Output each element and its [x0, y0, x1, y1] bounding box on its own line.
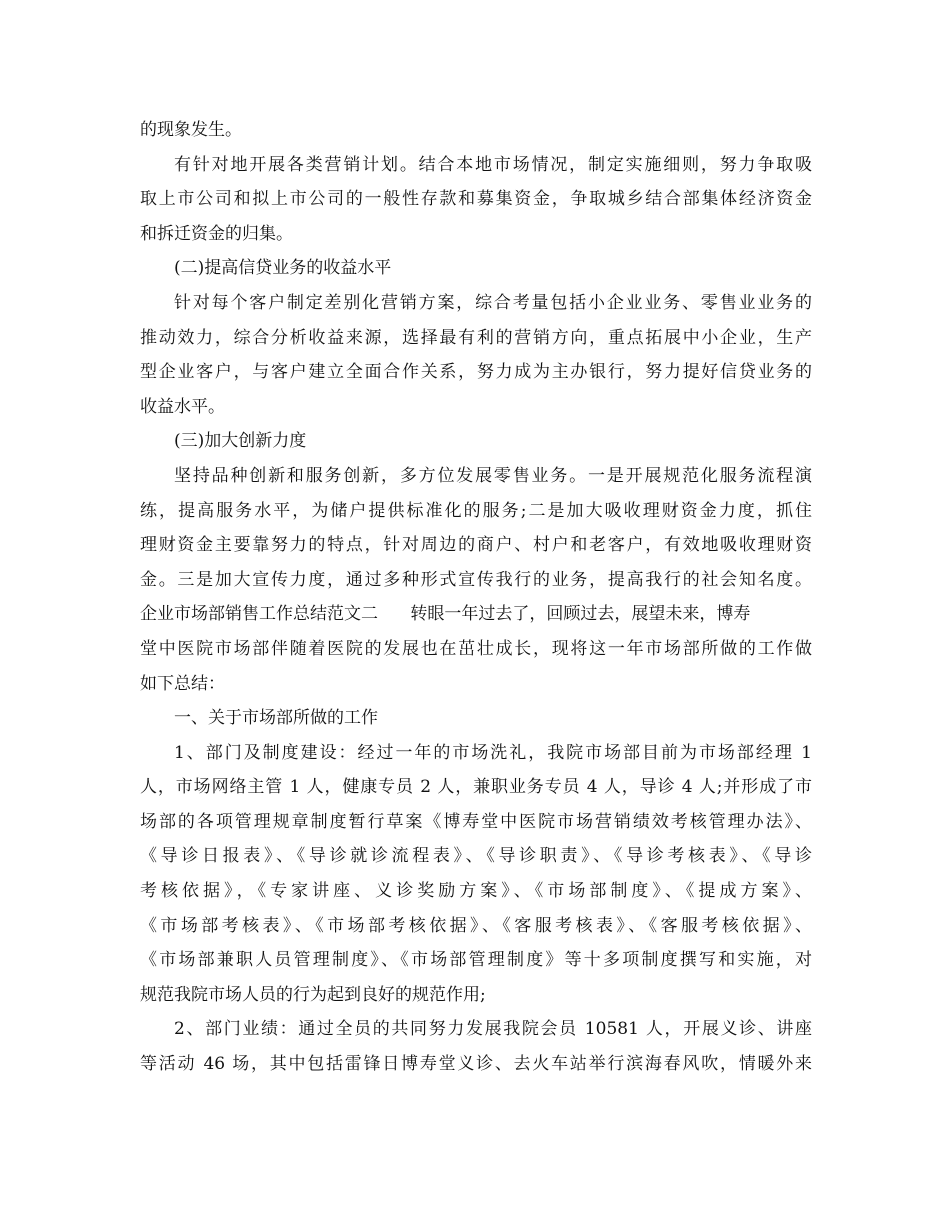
text-line: 2、部门业绩：通过全员的共同努力发展我院会员 10581 人，开展义诊、讲座 [174, 1019, 812, 1040]
text-line: 企业市场部销售工作总结范文二 转眼一年过去了，回顾过去，展望未来，博寿 [140, 604, 751, 625]
text-line: 理财资金主要靠努力的特点，针对周边的商户、村户和老客户，有效地吸收理财资 [140, 535, 812, 556]
text-line: 金。三是加大宣传力度，通过多种形式宣传我行的业务，提高我行的社会知名度。 [140, 569, 812, 590]
text-line: (二)提高信贷业务的收益水平 [174, 258, 392, 279]
text-line: 练，提高服务水平，为储户提供标准化的服务;二是加大吸收理财资金力度，抓住 [140, 500, 812, 521]
text-line: 1、部门及制度建设：经过一年的市场洗礼，我院市场部目前为市场部经理 1 [174, 742, 812, 763]
text-line: 如下总结： [140, 673, 225, 694]
text-line: 推动效力，综合分析收益来源，选择最有利的营销方向，重点拓展中小企业，生产 [140, 327, 812, 348]
text-line: 《市场部考核表》、《市场部考核依据》、《客服考核表》、《客服考核依据》、 [140, 915, 812, 936]
text-line: 针对每个客户制定差别化营销方案，综合考量包括小企业业务、零售业业务的 [174, 292, 812, 313]
text-line: 有针对地开展各类营销计划。结合本地市场情况，制定实施细则，努力争取吸 [174, 154, 812, 175]
document-body [140, 113, 812, 1082]
text-line: 规范我院市场人员的行为起到良好的规范作用; [140, 984, 486, 1005]
text-line: 坚持品种创新和服务创新，多方位发展零售业务。一是开展规范化服务流程演 [174, 465, 812, 486]
text-line: 收益水平。 [140, 396, 225, 417]
text-line: 一、关于市场部所做的工作 [174, 708, 378, 729]
text-line: 等活动 46 场，其中包括雷锋日博寿堂义诊、去火车站举行滨海春风吹，情暖外来 [140, 1054, 812, 1075]
text-line: 堂中医院市场部伴随着医院的发展也在茁壮成长，现将这一年市场部所做的工作做 [140, 638, 812, 659]
text-line: 《市场部兼职人员管理制度》、《市场部管理制度》等十多项制度撰写和实施，对 [140, 950, 812, 971]
text-line: 型企业客户，与客户建立全面合作关系，努力成为主办银行，努力提好信贷业务的 [140, 362, 812, 383]
text-line: 人，市场网络主管 1 人，健康专员 2 人，兼职业务专员 4 人，导诊 4 人;并形成了市 [140, 777, 812, 798]
text-line: 《导诊日报表》、《导诊就诊流程表》、《导诊职责》、《导诊考核表》、《导诊 [140, 846, 812, 867]
text-line: (三)加大创新力度 [174, 431, 307, 452]
text-line: 的现象发生。 [140, 120, 242, 140]
text-line: 考核依据》，《专家讲座、义诊奖励方案》、《市场部制度》、《提成方案》、 [140, 881, 812, 902]
text-line: 取上市公司和拟上市公司的一般性存款和募集资金，争取城乡结合部集体经济资金 [140, 189, 812, 210]
text-line: 和拆迁资金的归集。 [140, 223, 293, 244]
text-line: 场部的各项管理规章制度暂行草案《博寿堂中医院市场营销绩效考核管理办法》、 [140, 811, 812, 832]
